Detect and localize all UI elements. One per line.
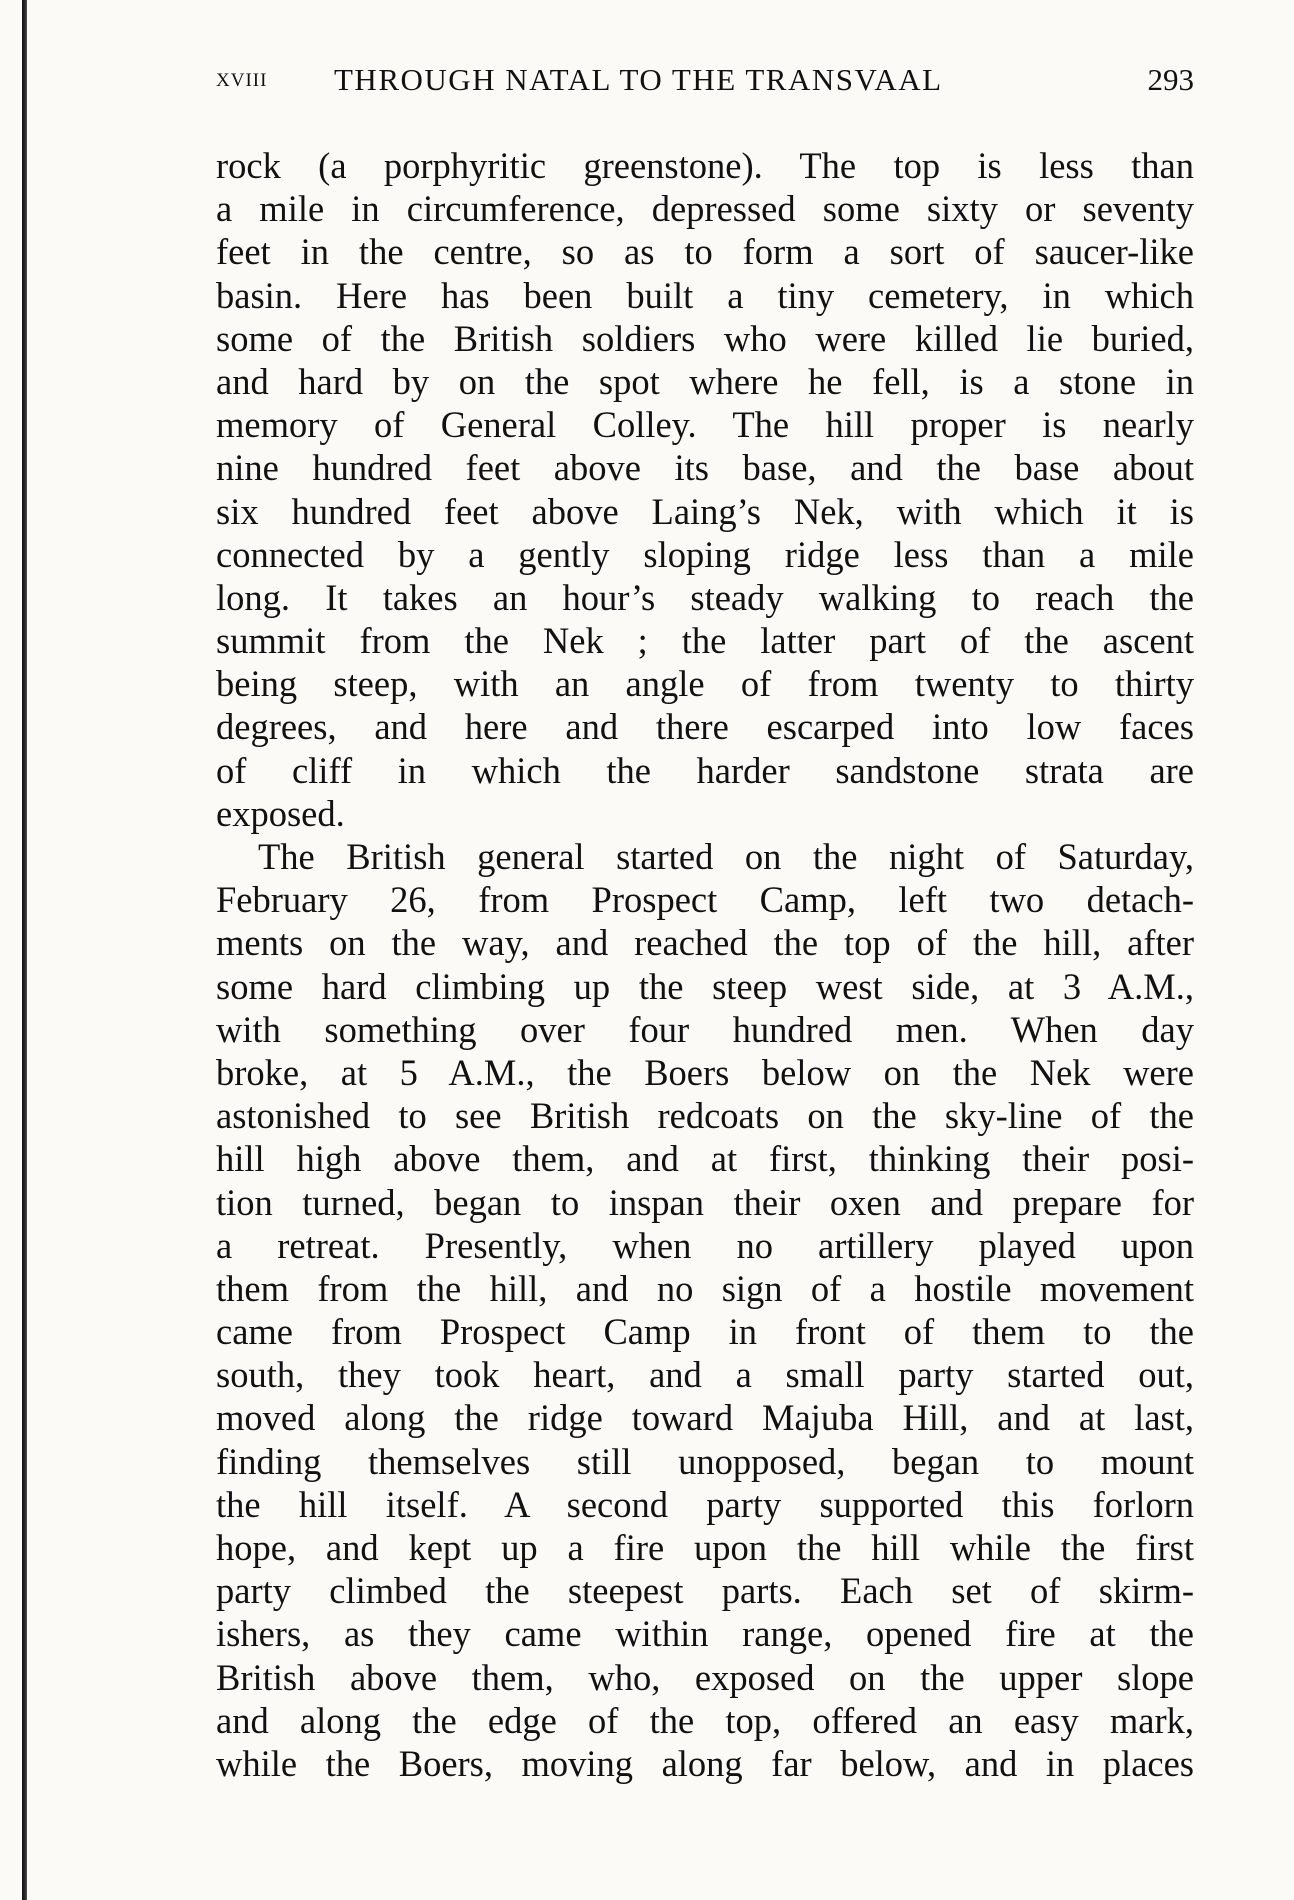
text-line: The British general started on the night of Saturday, [258,836,1194,877]
running-title: THROUGH NATAL TO THE TRANSVAAL [334,62,943,97]
text-line: tion turned, began to inspan their oxen and prepare for [216,1181,1194,1223]
text-line: finding themselves still unopposed, began to mount [216,1440,1194,1482]
text-line: some of the British soldiers who were killed lie buried, [216,317,1194,359]
text-line: rock (a porphyritic greenstone). The top is less than [216,145,1194,186]
running-header [216,62,1194,112]
paragraph-2 [216,835,1194,1785]
text-line: broke, at 5 A.M., the Boers below on the Nek were [216,1051,1194,1093]
text-line: being steep, with an angle of from twenty to thirty [216,663,1194,705]
text-line: them from the hill, and no sign of a hostile movement [216,1267,1194,1309]
text-line: degrees, and here and there escarped into low faces [216,706,1194,748]
text-line: hill high above them, and at first, thinking their posi- [216,1138,1194,1180]
text-line: ishers, as they came within range, opened fire at the [216,1613,1194,1655]
text-line: exposed. [216,792,345,834]
text-line: moved along the ridge toward Majuba Hill, and at last, [216,1397,1194,1439]
text-line: six hundred feet above Laing’s Nek, with which it is [216,490,1194,532]
text-line: and along the edge of the top, offered an easy mark, [216,1699,1194,1741]
text-line: summit from the Nek ; the latter part of the ascent [216,620,1194,662]
paragraph-1 [216,144,1194,835]
text-line: connected by a gently sloping ridge less than a mile [216,533,1194,575]
text-line: hope, and kept up a fire upon the hill while the first [216,1527,1194,1568]
text-line: came from Prospect Camp in front of them to the [216,1311,1194,1353]
text-line: and hard by on the spot where he fell, is a stone in [216,360,1194,402]
text-line: February 26, from Prospect Camp, left two detach- [216,879,1194,921]
text-line: feet in the centre, so as to form a sort of saucer-like [216,231,1194,273]
body-text [216,144,1194,1785]
text-line: of cliff in which the harder sandstone strata are [216,749,1194,791]
text-line: some hard climbing up the steep west side, at 3 A.M., [216,965,1194,1007]
text-line: a mile in circumference, depressed some sixty or seventy [216,188,1194,230]
chapter-number: xviii [216,62,268,92]
text-line: British above them, who, exposed on the upper slope [216,1656,1194,1698]
text-line: party climbed the steepest parts. Each set of skirm- [216,1570,1194,1612]
text-line: while the Boers, moving along far below, and in places [216,1742,1194,1784]
binding-edge [22,0,27,1900]
text-line: long. It takes an hour’s steady walking to reach the [216,576,1194,618]
text-line: basin. Here has been built a tiny cemetery, in which [216,274,1194,316]
text-line: a retreat. Presently, when no artillery played upon [216,1224,1194,1266]
text-line: ments on the way, and reached the top of the hill, after [216,922,1194,964]
text-line: astonished to see British redcoats on the sky-line of the [216,1095,1194,1137]
text-line: with something over four hundred men. When day [216,1008,1194,1050]
page-number: 293 [1147,62,1194,97]
text-line: the hill itself. A second party supported this forlorn [216,1483,1194,1525]
text-line: south, they took heart, and a small party started out, [216,1354,1194,1396]
text-line: nine hundred feet above its base, and the base about [216,447,1194,489]
text-line: memory of General Colley. The hill proper is nearly [216,404,1194,446]
